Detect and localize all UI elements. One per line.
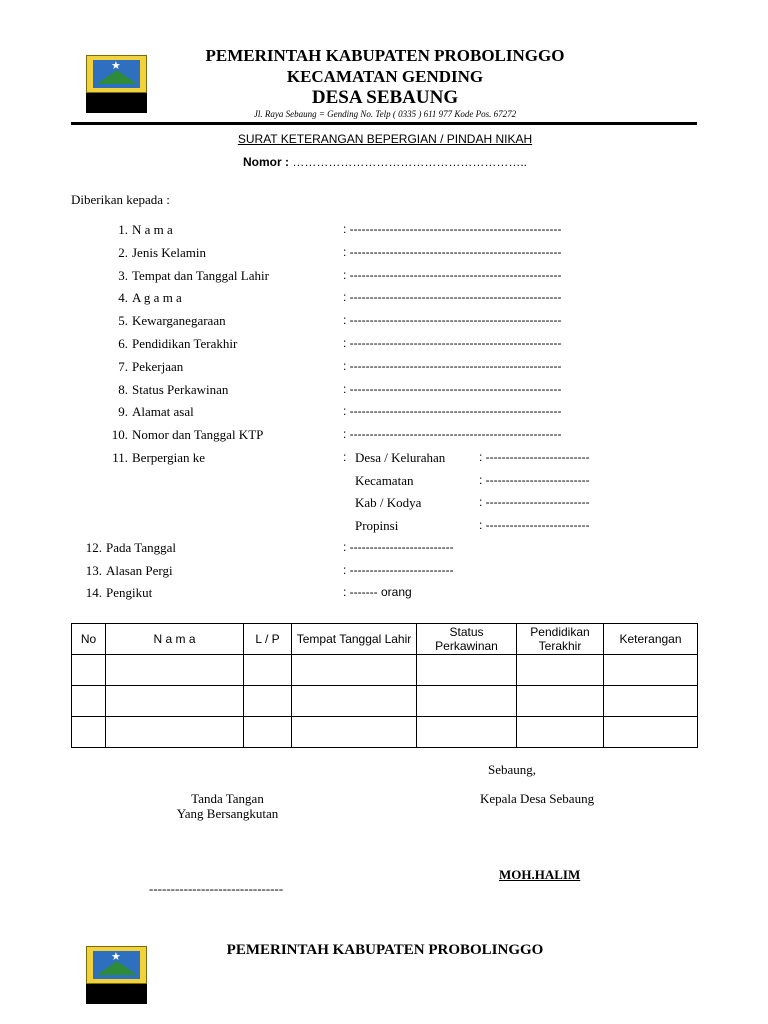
signature-left-line2: Yang Bersangkutan [176, 806, 279, 821]
field-value: : ----------------------------------------------------- [343, 404, 562, 419]
letterhead-line3: DESA SEBAUNG [311, 87, 459, 108]
signature-place: Sebaung, [488, 762, 537, 777]
table-header-cell: Tempat Tanggal Lahir [292, 624, 417, 655]
field-value: : ----------------------------------------------------- [343, 290, 562, 305]
field-label: Pengikut [106, 585, 153, 601]
table-body [72, 655, 698, 748]
field-number: 6. [118, 336, 128, 351]
destination-label: Desa / Kelurahan [355, 450, 446, 465]
field-number: 1. [118, 222, 128, 237]
signature-left-line1: Tanda Tangan [191, 791, 264, 806]
nomor-label: Nomor : [242, 155, 289, 169]
nomor-value: ………………………………………………….. [292, 155, 527, 169]
field-number: 12. [85, 540, 102, 555]
field-label: Nomor dan Tanggal KTP [132, 427, 264, 443]
table-cell[interactable] [417, 686, 517, 717]
field-number: 3. [118, 267, 128, 283]
field-value: : -------------------------- [343, 562, 454, 577]
field-label: Alamat asal [132, 404, 194, 420]
field-label: Berpergian ke [132, 450, 206, 465]
table-header-cell: Status Perkawinan [417, 624, 517, 655]
table-cell[interactable] [106, 717, 244, 748]
field-number: 9. [118, 404, 128, 420]
field-value: : -------------------------- [343, 540, 454, 554]
field-value: : [343, 450, 347, 464]
signature-left-blank: ------------------------------- [149, 881, 284, 896]
table-cell[interactable] [604, 686, 698, 717]
letterhead-address: Jl. Raya Sebaung = Gending No. Telp ( 0335 ) 611 977 Kode Pos. 67272 [253, 109, 517, 119]
table-cell[interactable] [72, 717, 106, 748]
table-header-cell: N a m a [106, 624, 244, 655]
field-label: A g a m a [132, 290, 182, 306]
table-cell[interactable] [72, 655, 106, 686]
follower-table [71, 623, 698, 748]
table-cell[interactable] [604, 717, 698, 748]
table-cell[interactable] [292, 686, 417, 717]
field-value: : ----------------------------------------------------- [343, 222, 562, 236]
field-number: 2. [118, 244, 128, 260]
destination-label: Propinsi [355, 517, 399, 533]
field-number: 13. [85, 562, 102, 578]
signature-right-name: MOH.HALIM [499, 867, 581, 882]
table-header-cell: No [72, 624, 106, 655]
table-header-cell: L / P [244, 624, 292, 655]
table-cell[interactable] [292, 717, 417, 748]
field-number: 4. [118, 290, 128, 306]
footer-letterhead-line1: PEMERINTAH KABUPATEN PROBOLINGGO [226, 942, 544, 958]
table-row [72, 655, 698, 686]
field-label: Kewarganegaraan [132, 313, 226, 329]
table-header-cell: Pendidikan Terakhir [517, 624, 604, 655]
table-cell[interactable] [417, 655, 517, 686]
field-value: : ----------------------------------------------------- [343, 313, 562, 328]
letterhead-line2: KECAMATAN GENDING [286, 67, 484, 86]
regency-logo-footer: ★ [86, 946, 147, 1004]
field-label: N a m a [132, 222, 173, 237]
destination-value: : -------------------------- [479, 495, 590, 509]
field-label: Status Perkawinan [132, 381, 229, 397]
table-row [72, 717, 698, 748]
field-number: 8. [118, 381, 128, 397]
signature-right-title: Kepala Desa Sebaung [480, 791, 595, 806]
table-cell[interactable] [517, 686, 604, 717]
field-value: : ----------------------------------------------------- [343, 336, 562, 350]
field-number: 7. [118, 358, 128, 374]
destination-label: Kab / Kodya [355, 495, 422, 510]
field-value: : ----------------------------------------------------- [343, 267, 562, 282]
field-label: Tempat dan Tanggal Lahir [132, 267, 269, 283]
field-label: Pendidikan Terakhir [132, 336, 238, 351]
destination-value: : -------------------------- [479, 450, 590, 464]
regency-logo: ★ [86, 55, 147, 113]
field-label: Alasan Pergi [106, 562, 173, 578]
field-value: : ------- orang [343, 585, 412, 600]
table-row [72, 686, 698, 717]
table-cell[interactable] [244, 717, 292, 748]
document-title: SURAT KETERANGAN BEPERGIAN / PINDAH NIKAH [237, 132, 533, 146]
field-label: Pekerjaan [132, 358, 184, 374]
intro-text: Diberikan kepada : [71, 192, 170, 207]
destination-value: : -------------------------- [479, 517, 590, 532]
destination-value: : -------------------------- [479, 472, 590, 487]
field-value: : ----------------------------------------------------- [343, 381, 562, 396]
table-cell[interactable] [106, 686, 244, 717]
destination-label: Kecamatan [355, 472, 414, 488]
table-cell[interactable] [417, 717, 517, 748]
table-cell[interactable] [292, 655, 417, 686]
field-number: 11. [112, 450, 128, 465]
field-label: Pada Tanggal [106, 540, 176, 555]
table-header-row [72, 624, 698, 655]
table-header-cell: Keterangan [604, 624, 698, 655]
letterhead-line1: PEMERINTAH KABUPATEN PROBOLINGGO [205, 46, 565, 65]
table-cell[interactable] [517, 717, 604, 748]
field-number: 10. [111, 427, 128, 443]
field-label: Jenis Kelamin [132, 244, 207, 260]
field-value: : ----------------------------------------------------- [343, 244, 562, 259]
nomor-line [150, 155, 620, 169]
letterhead-rule [71, 122, 697, 125]
table-cell[interactable] [244, 686, 292, 717]
table-cell[interactable] [517, 655, 604, 686]
field-value: : ----------------------------------------------------- [343, 427, 562, 442]
field-value: : ----------------------------------------------------- [343, 358, 562, 373]
table-cell[interactable] [72, 686, 106, 717]
table-cell[interactable] [106, 655, 244, 686]
field-number: 5. [118, 313, 128, 329]
table-cell[interactable] [244, 655, 292, 686]
field-number: 14. [85, 585, 102, 601]
table-cell[interactable] [604, 655, 698, 686]
